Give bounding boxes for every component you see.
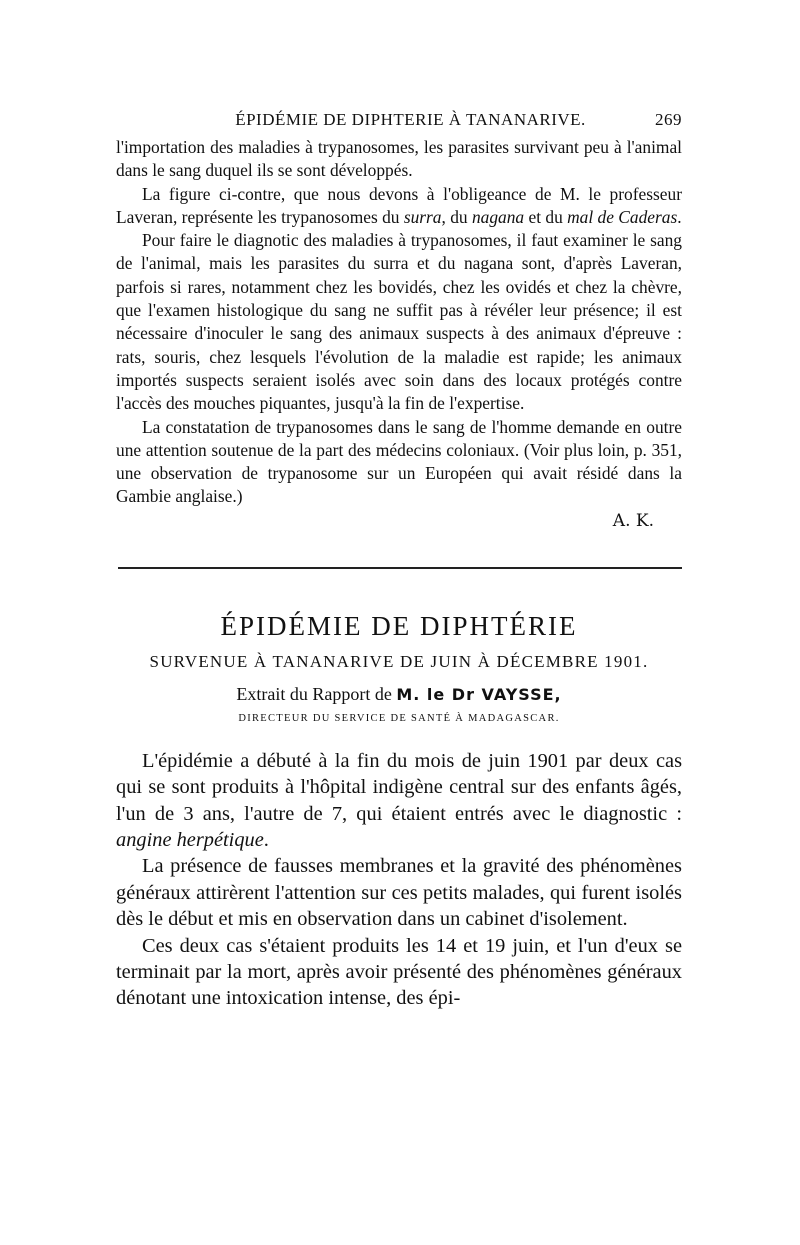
author-name: M. le Dr VAYSSE, xyxy=(396,684,562,704)
paragraph: Ces deux cas s'étaient produits les 14 et 19 juin, et l'un d'eux se terminait par la mort, après avoir présenté des phénomènes généraux dénotant une intoxication intense, des épi- xyxy=(116,934,682,1010)
section-divider xyxy=(118,567,682,569)
term-mal-de-caderas: mal de Caderas xyxy=(567,206,678,227)
page xyxy=(116,110,682,1012)
article-title: ÉPIDÉMIE DE DIPHTÉRIE xyxy=(220,610,578,641)
paragraph: La constatation de trypanosomes dans le sang de l'homme demande en outre une attention soutenue de la part des médecins coloniaux. (Voir plus loin, p. 351, une observation de trypanosome sur un Européen qui avait résidé dans la Gambie anglaise.) xyxy=(116,416,682,507)
term-surra: surra xyxy=(403,206,442,227)
article-body xyxy=(116,748,682,1012)
diagnosis-term: angine herpétique xyxy=(116,828,264,851)
article-subtitle: SURVENUE À TANANARIVE DE JUIN À DÉCEMBRE 1901. xyxy=(149,651,649,671)
page-number: 269 xyxy=(655,110,682,129)
running-header xyxy=(116,110,682,136)
running-title: ÉPIDÉMIE DE DIPHTERIE À TANANARIVE. xyxy=(235,110,586,129)
article-extract-line: Extrait du Rapport de M. le Dr VAYSSE, xyxy=(236,683,562,704)
term-nagana: nagana xyxy=(471,206,525,227)
paragraph: La présence de fausses membranes et la gravité des phénomènes généraux attirèrent l'attention sur ces petits malades, qui furent isolés dès le début et mis en observation dans un cabinet d'isolement. xyxy=(116,855,682,931)
signature: A. K. xyxy=(612,510,654,531)
paragraph: l'importation des maladies à trypanosomes, les parasites survivant peu à l'animal dans le sang duquel ils se sont développés. xyxy=(116,137,682,181)
paragraph: La figure ci-contre, que nous devons à l'obligeance de M. le professeur Laveran, représente les trypanosomes du surra, du nagana et du mal de Caderas. xyxy=(116,183,682,227)
paragraph: L'épidémie a débuté à la fin du mois de juin 1901 par deux cas qui se sont produits à l'hôpital indigène central sur des enfants âgés, l'un de 3 ans, l'autre de 7, qui étaient entrés avec le diagnostic : angine herpétique. xyxy=(116,749,682,851)
previous-article-text xyxy=(116,136,682,531)
author-title: DIRECTEUR DU SERVICE DE SANTÉ À MADAGASCAR. xyxy=(238,712,560,724)
paragraph: Pour faire le diagnotic des maladies à trypanosomes, il faut examiner le sang de l'animal, mais les parasites du surra et du nagana sont, d'après Laveran, parfois si rares, notamment chez les bovidés, chez les ovidés et chez la chèvre, que l'examen histologique du sang ne suffit pas à révéler leur présence; il est nécessaire d'inoculer le sang des animaux suspects à des animaux d'épreuve : rats, souris, chez lesquels l'évolution de la maladie est rapide; les animaux importés suspects seraient isolés avec soin dans des locaux protégés contre l'accès des mouches piquantes, jusqu'à la fin de l'expertise. xyxy=(116,230,682,414)
